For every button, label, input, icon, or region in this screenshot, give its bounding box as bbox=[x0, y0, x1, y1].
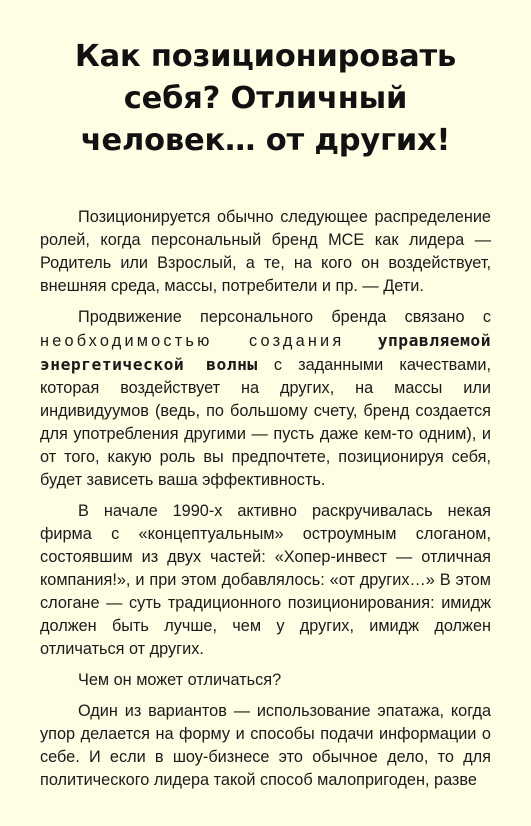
paragraph-4: Чем он может отличаться? bbox=[78, 671, 282, 689]
title-line-1: Как позиционировать bbox=[74, 39, 457, 74]
title-line-3: человек… от других! bbox=[80, 123, 451, 158]
paragraph-5: Один из вариантов — использование эпатажа, когда упор делается на форму и способы подачи информации о себе. И если в шоу-бизнесе это обычное дело, то для политического лидера такой способ малопригоден, разве bbox=[40, 702, 491, 789]
paragraph-3: В начале 1990-х активно раскручивалась некая фирма с «концептуальным» остроумным слоганом, состоявшим из двух частей: «Хопер-инвест — отличная компания!», и при этом добавлялось: «от других…» В этом слогане — суть традиционного позиционирования: имидж должен быть лучше, чем у других, имидж должен отличаться от других. bbox=[40, 502, 491, 658]
paragraph-2-text-c: с заданными качествами, которая воздействует на других, на массы или индивидуумов (ведь, по большому счету, бренд создается для употребления другими — пусть даже кем-то одним), и от того, какую роль вы предпочтете, позиционируя себя, будет зависеть ваша эффективность. bbox=[40, 356, 492, 489]
paragraph-2 bbox=[40, 306, 491, 492]
paragraph-2-text-a: Продвижение персонального бренда связано с bbox=[78, 308, 491, 326]
paragraph-1: Позиционируется обычно следующее распределение ролей, когда персональный бренд МСЕ как лидера — Родитель или Взрослый, а те, на кого он воздействует, внешняя среда, массы, потребители и пр. — Дети. bbox=[40, 208, 491, 295]
paragraph-2-spaced-text: необходимостью создания bbox=[40, 332, 345, 350]
paragraph-2-bold-phrase: управляемой энергетической волны bbox=[40, 331, 492, 374]
title-line-2: себя? Отличный bbox=[123, 81, 408, 116]
body-text bbox=[40, 206, 491, 792]
page-title bbox=[40, 36, 491, 162]
